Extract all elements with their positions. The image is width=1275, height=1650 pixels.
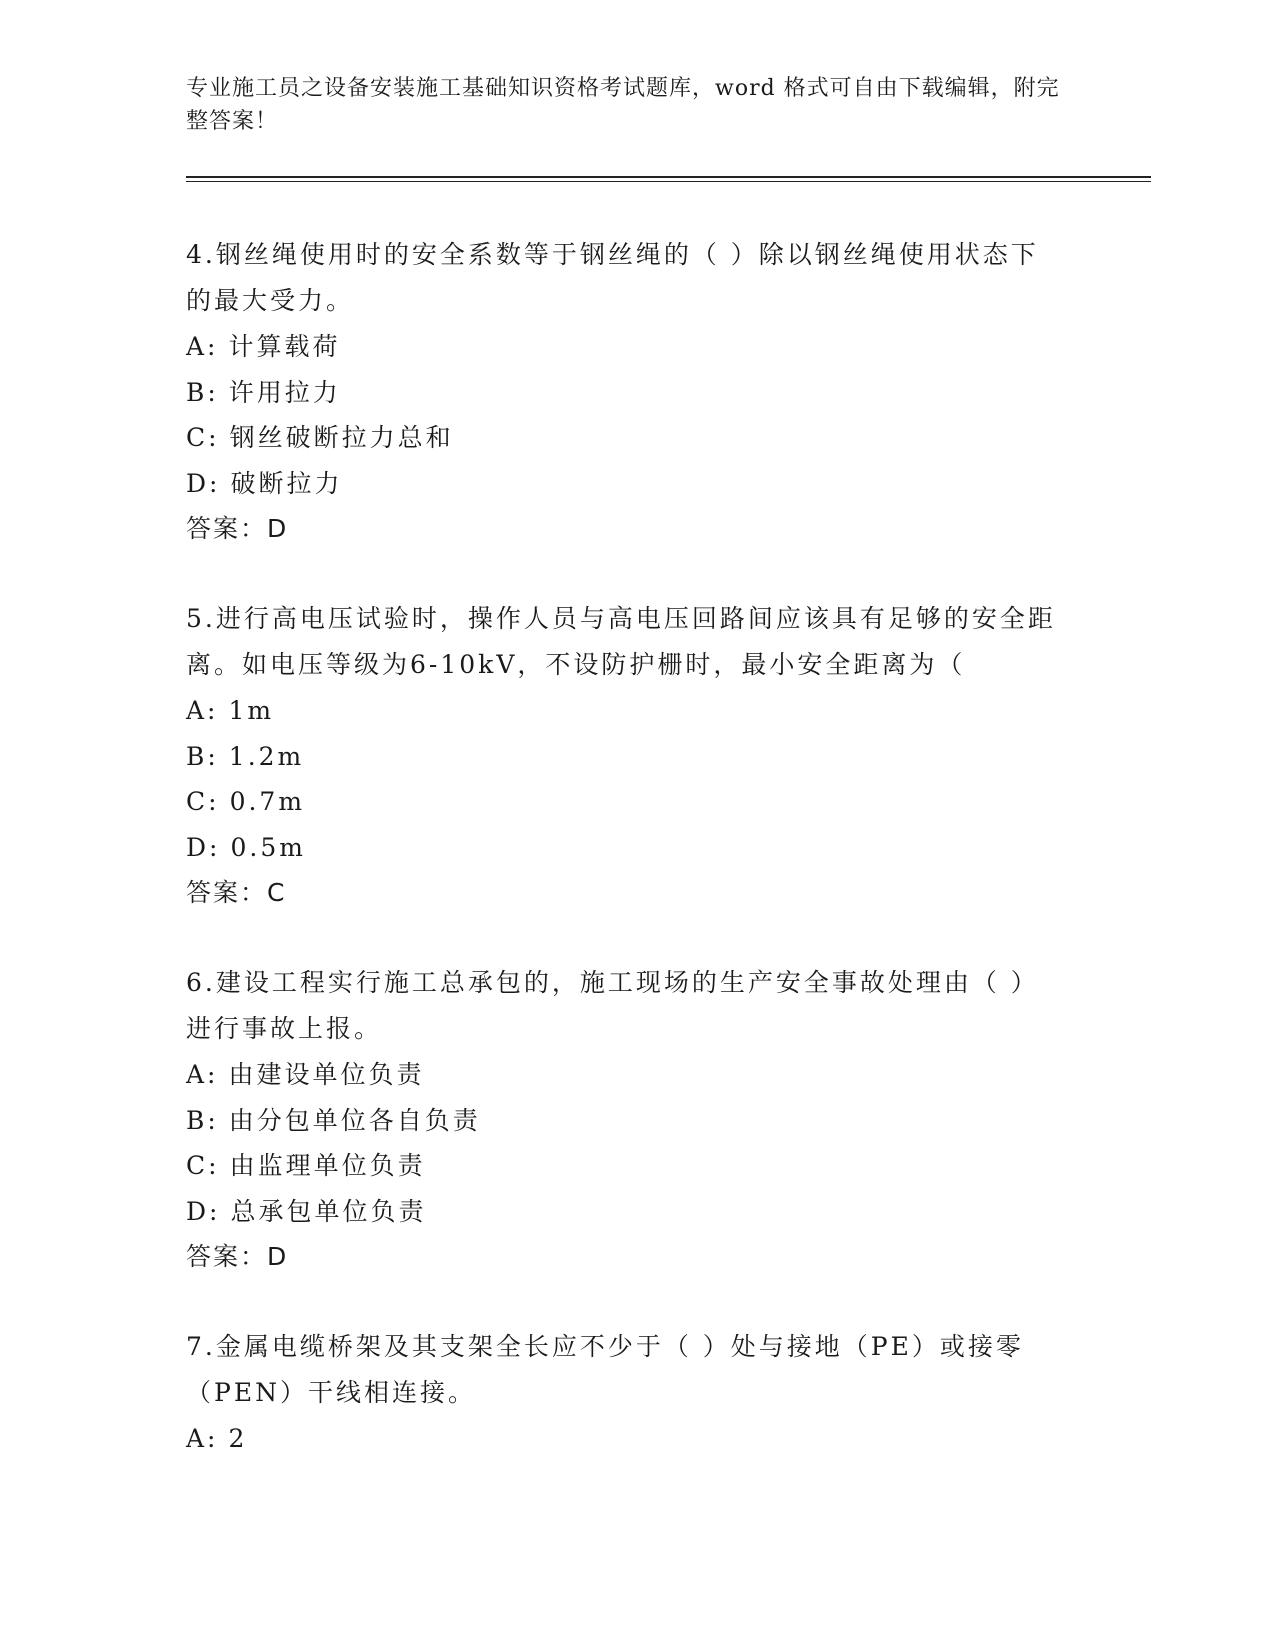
option-d — [186, 825, 1066, 871]
option-key: D: — [186, 832, 221, 862]
option-text: 计算载荷 — [228, 332, 341, 361]
document-header: 专业施工员之设备安装施工基础知识资格考试题库，word 格式可自由下载编辑，附完整答案！ — [186, 76, 1060, 134]
option-text: 0.5m — [230, 832, 306, 862]
question-text: 4.钢丝绳使用时的安全系数等于钢丝绳的（ ）除以钢丝绳使用状态下的最大受力。 — [186, 240, 1039, 315]
option-c — [186, 779, 1066, 825]
option-key: B: — [186, 741, 219, 771]
option-key: B: — [186, 377, 219, 407]
option-key: D: — [186, 1196, 221, 1226]
option-key: A: — [186, 696, 219, 725]
option-text: 2 — [228, 1424, 248, 1453]
answer-line: 答案：D — [186, 514, 289, 543]
option-a — [186, 1416, 1066, 1462]
option-text: 钢丝破断拉力总和 — [229, 423, 454, 452]
option-b — [186, 1098, 1066, 1144]
header-divider-thin — [186, 181, 1151, 182]
option-b — [186, 370, 1066, 416]
option-key: A: — [186, 1424, 219, 1453]
option-key: A: — [186, 332, 219, 361]
question-4 — [186, 232, 1066, 552]
question-list — [186, 232, 1066, 1506]
header-divider-thick — [186, 176, 1151, 178]
option-a — [186, 688, 1066, 734]
option-key: D: — [186, 468, 221, 498]
question-text: 6.建设工程实行施工总承包的，施工现场的生产安全事故处理由（ ）进行事故上报。 — [186, 968, 1039, 1043]
option-key: C: — [186, 423, 220, 452]
option-text: 破断拉力 — [230, 468, 343, 498]
option-key: A: — [186, 1060, 219, 1089]
option-text: 0.7m — [229, 787, 306, 816]
answer-line: 答案：D — [186, 1242, 289, 1271]
option-b — [186, 734, 1066, 780]
option-key: B: — [186, 1105, 219, 1135]
option-key: C: — [186, 1151, 220, 1180]
option-d — [186, 1189, 1066, 1235]
option-text: 由分包单位各自负责 — [228, 1105, 481, 1135]
question-5 — [186, 596, 1066, 916]
question-text: 7.金属电缆桥架及其支架全长应不少于（ ）处与接地（PE）或接零（PEN）干线相连接。 — [186, 1332, 1024, 1407]
question-text: 5.进行高电压试验时，操作人员与高电压回路间应该具有足够的安全距离。如电压等级为6-10kV，不设防护栅时，最小安全距离为（ — [186, 604, 1056, 679]
question-7 — [186, 1324, 1066, 1462]
option-a — [186, 324, 1066, 370]
option-text: 总承包单位负责 — [230, 1196, 427, 1226]
option-d — [186, 461, 1066, 507]
option-text: 由监理单位负责 — [229, 1151, 426, 1180]
option-a — [186, 1052, 1066, 1098]
option-c — [186, 1143, 1066, 1189]
option-c — [186, 415, 1066, 461]
question-6 — [186, 960, 1066, 1280]
option-key: C: — [186, 787, 220, 816]
option-text: 许用拉力 — [228, 377, 341, 407]
option-text: 1m — [228, 696, 275, 725]
answer-line: 答案：C — [186, 878, 287, 907]
option-text: 由建设单位负责 — [228, 1060, 425, 1089]
option-text: 1.2m — [228, 741, 305, 771]
